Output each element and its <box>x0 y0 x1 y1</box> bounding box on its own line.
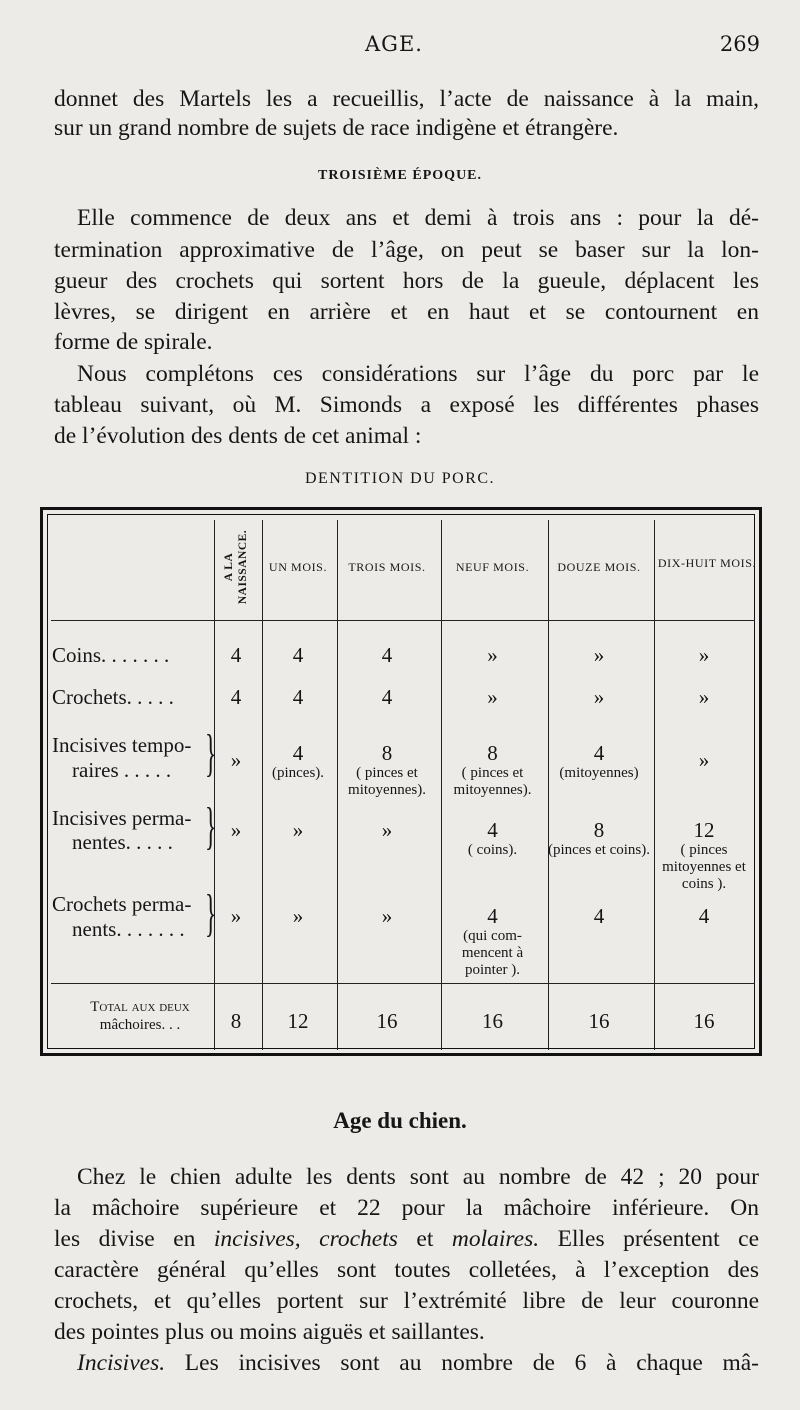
total-cell: 12 <box>287 1009 309 1033</box>
paragraph1-line-4: lèvres, se dirigent en arrière et en haut et se contournent en <box>54 299 759 325</box>
table-cell: 4 <box>381 643 393 667</box>
paragraph3-line-3: les divise en incisives, crochets et molaires. Elles présentent ce <box>54 1226 760 1252</box>
row-label-incisives-permanentes: Incisives perma- <box>52 806 192 830</box>
total-label: Total aux deux mâchoires. . . <box>90 999 190 1033</box>
table-cell: » <box>487 685 498 709</box>
row-label-crochets-permanents-cont: nents. . . . . . . <box>72 917 185 941</box>
total-cell: 16 <box>693 1009 715 1033</box>
row-label-incisives-permanentes-cont: nentes. . . . . <box>72 830 173 854</box>
table-cell: 4 <box>593 904 605 928</box>
table-cell: » <box>381 904 393 928</box>
header-rule <box>51 620 755 621</box>
table-title: DENTITION DU PORC. <box>304 470 496 487</box>
column-divider <box>262 520 263 1050</box>
total-cell: 16 <box>482 1009 503 1033</box>
paragraph3-line-4: caractère général qu’elles sont toutes colletées, à l’exception des <box>54 1257 759 1283</box>
column-header-douze-mois: DOUZE MOIS. <box>557 560 641 574</box>
row-label-incisives-temporaires: Incisives tempo- <box>52 733 192 757</box>
table-cell: 4 ( coins). <box>467 818 518 858</box>
paragraph3-line-2: la mâchoire supérieure et 22 pour la mâchoire inférieure. On <box>54 1195 759 1221</box>
table-cell: » <box>698 685 710 709</box>
subheading: Age du chien. <box>333 1108 467 1133</box>
paragraph1-line-2: termination approximative de l’âge, on peut se baser sur la lon- <box>54 237 759 263</box>
section-heading: TROISIÈME ÉPOQUE. <box>317 168 483 183</box>
column-header-neuf-mois: NEUF MOIS. <box>455 560 530 574</box>
row-label-incisives-temporaires-cont: raires . . . . . <box>72 758 172 782</box>
table-cell: » <box>698 643 710 667</box>
intro-line-2: sur un grand nombre de sujets de race indigène et étrangère. <box>54 115 619 141</box>
table-cell: 8 ( pinces et mitoyennes). <box>453 741 532 798</box>
table-cell: » <box>593 643 605 667</box>
brace: } <box>205 885 217 942</box>
paragraph1-line-1: Elle commence de deux ans et demi à trois ans : pour la dé- <box>77 205 759 231</box>
paragraph3-line-5: crochets, et qu’elles portent sur l’extrémité libre de leur couronne <box>54 1288 759 1314</box>
intro-line-1: donnet des Martels les a recueillis, l’acte de naissance à la main, <box>54 86 759 112</box>
page-number: 269 <box>719 32 760 56</box>
row-label-crochets-permanents: Crochets perma- <box>52 892 192 916</box>
table-cell: 4 <box>230 643 242 667</box>
table-cell: » <box>230 818 242 842</box>
table-cell: » <box>381 818 393 842</box>
paragraph3-line-1: Chez le chien adulte les dents sont au nombre de 42 ; 20 pour <box>77 1164 759 1190</box>
table-cell: 4 <box>292 643 304 667</box>
total-cell: 8 <box>230 1009 242 1033</box>
column-divider <box>654 520 655 1050</box>
table-cell: » <box>698 748 710 772</box>
table-cell: 8 (pinces et coins). <box>547 818 651 858</box>
paragraph1-line-3: gueur des crochets qui sortent hors de la gueule, déplacent les <box>54 268 759 294</box>
table-cell: 4 (pinces). <box>271 741 325 781</box>
table-cell: 4 <box>230 685 242 709</box>
table-cell: 12 ( pinces mitoyennes et coins ). <box>662 818 746 892</box>
table-cell: 4 (mitoyennes) <box>559 741 639 781</box>
page-header <box>50 30 760 62</box>
table-cell: 4 <box>381 685 393 709</box>
paragraph1-line-5: forme de spirale. <box>54 329 213 355</box>
column-divider <box>548 520 549 1050</box>
brace: } <box>205 725 217 782</box>
paragraph2-line-1: Nous complétons ces considérations sur l’âge du porc par le <box>77 361 759 387</box>
table-cell: 4 <box>292 685 304 709</box>
table-cell: » <box>230 904 242 928</box>
column-header-trois-mois: TROIS MOIS. <box>348 560 426 574</box>
table-cell: 4 <box>698 904 710 928</box>
table-cell: » <box>230 748 242 772</box>
table-cell: » <box>593 685 605 709</box>
table-cell: 4 (qui com- mencent à pointer ). <box>461 904 524 978</box>
total-cell: 16 <box>376 1009 398 1033</box>
table-cell: » <box>292 818 304 842</box>
row-label-coins: Coins. . . . . . . <box>52 643 170 667</box>
table-cell: 8 ( pinces et mitoyennes). <box>348 741 426 798</box>
column-header-un-mois: UN MOIS. <box>268 560 328 574</box>
row-label-crochets: Crochets. . . . . <box>52 685 174 709</box>
column-header-naissance: A LA NAISSANCE. <box>223 529 249 605</box>
table-cell: » <box>292 904 304 928</box>
paragraph2-line-2: tableau suivant, où M. Simonds a exposé les différentes phases <box>54 392 759 418</box>
column-header-dix-huit-mois: DIX-HUIT MOIS. <box>657 556 757 570</box>
total-cell: 16 <box>588 1009 610 1033</box>
paragraph3-line-7: Incisives. Les incisives sont au nombre de 6 à chaque mâ- <box>77 1350 759 1376</box>
brace: } <box>205 798 217 855</box>
running-title: AGE. <box>365 32 423 56</box>
paragraph2-line-3: de l’évolution des dents de cet animal : <box>54 423 422 449</box>
total-rule <box>51 983 755 984</box>
paragraph3-line-6: des pointes plus ou moins aiguës et saillantes. <box>54 1319 485 1345</box>
table-cell: » <box>487 643 498 667</box>
